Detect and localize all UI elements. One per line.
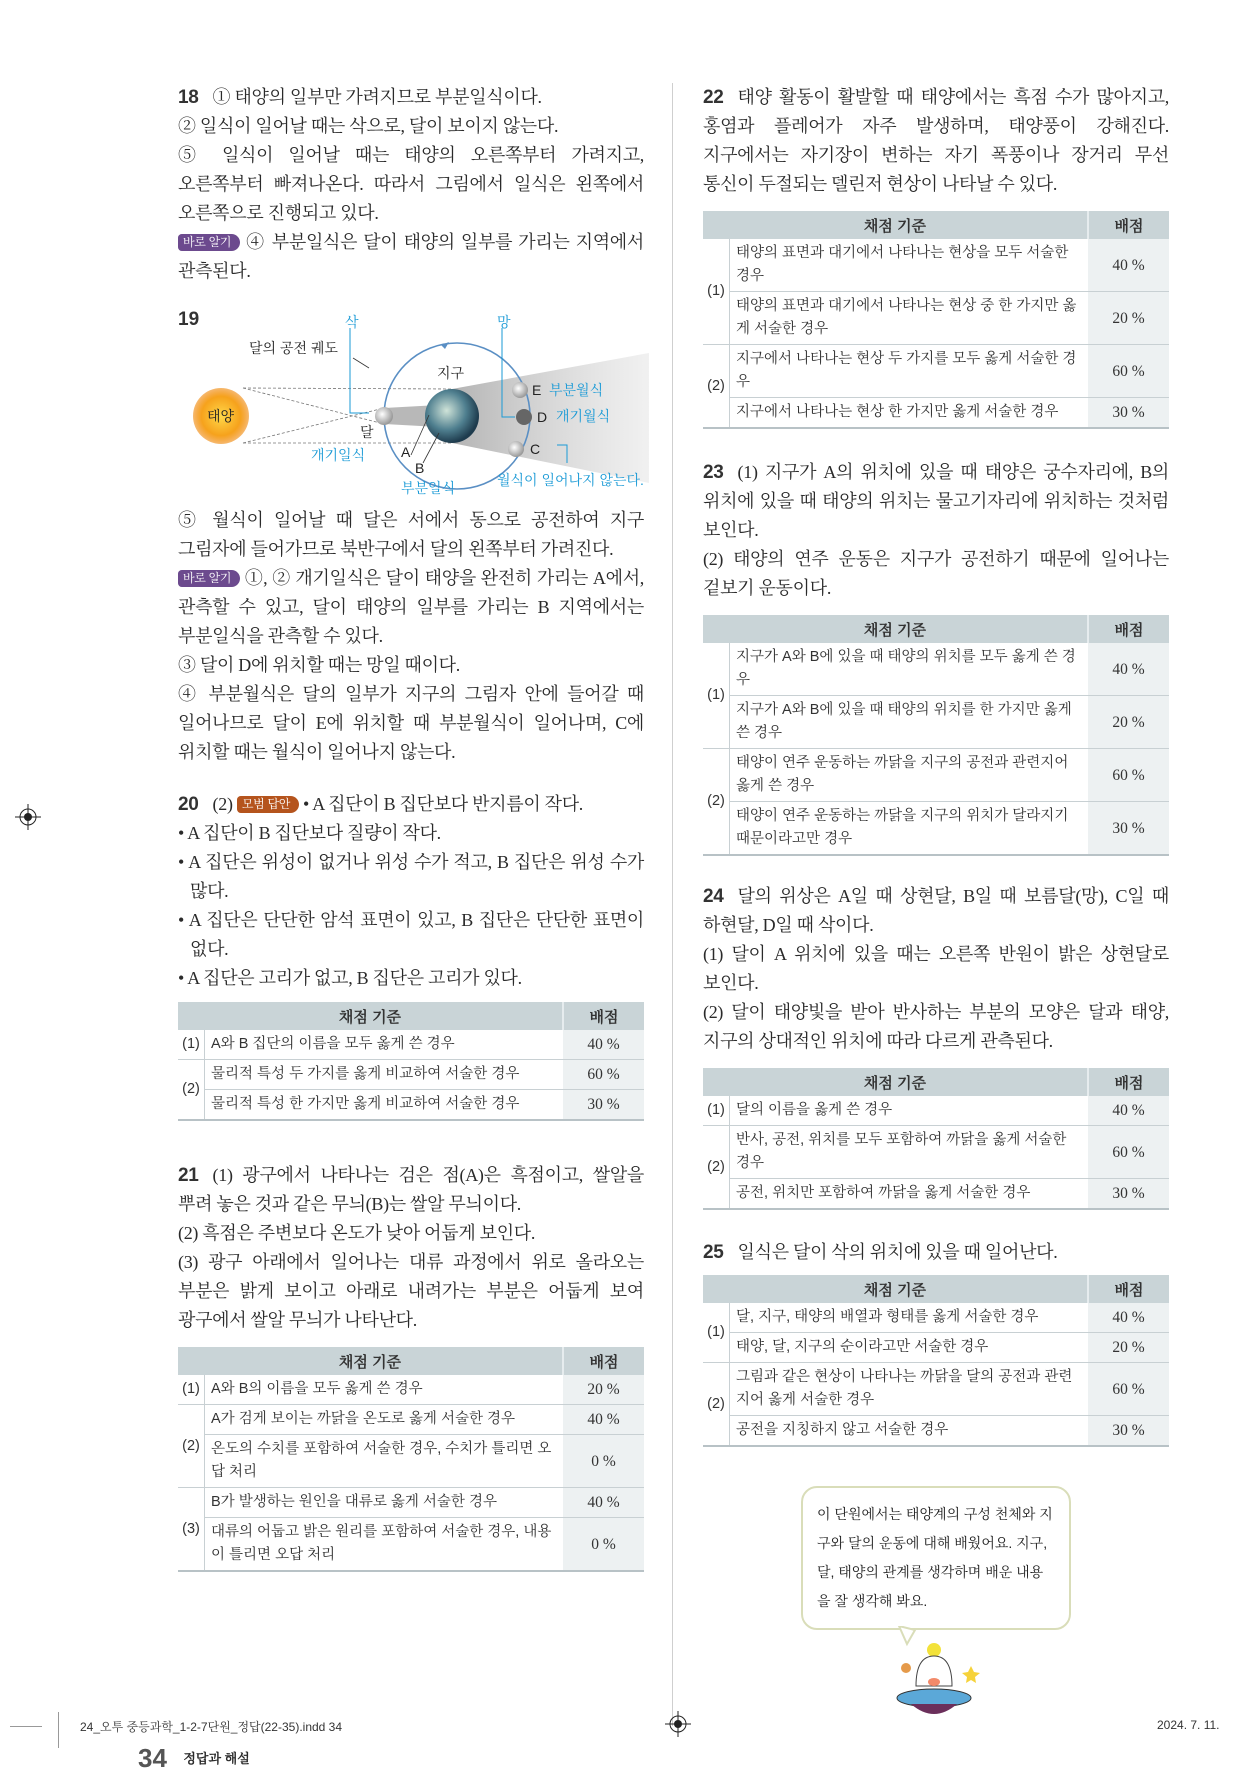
group-label: (1) <box>703 1303 730 1363</box>
scoring-table <box>703 1275 1169 1447</box>
moon-icon <box>375 407 393 425</box>
score-cell: 30 % <box>1088 802 1169 856</box>
score-cell: 60 % <box>1088 345 1169 398</box>
label-total-lunar: 개기월식 <box>556 408 611 424</box>
moon-E-icon <box>512 382 528 398</box>
q18-correction: 바로 알기 ④ 부분일식은 달이 태양의 일부를 가리는 지역에서 관측된다. <box>178 232 644 281</box>
question-25: 25 일식은 달이 삭의 위치에 있을 때 일어난다. 채점 기준 배점 (1) 달, 지구, 태양의 배열과 형태를 옳게 서술한 경우 40 % 태양, 달, 지구의 순이라고만 서술한 경우 20 % (2) 그림과 같은 현상이 나타나는 까닭을 달의 공전과 관련지어 옳게 서술한 경우 60 % 공전을 지칭하지 않고 서술한 경우 30 % <box>703 1238 1169 1447</box>
score-cell: 40 % <box>563 1488 644 1518</box>
group-label: (1) <box>703 239 730 345</box>
orbit-arrow-icon <box>441 342 449 349</box>
scoring-table-grid <box>178 1002 644 1121</box>
group-label: (1) <box>703 643 730 749</box>
criterion-cell: 반사, 공전, 위치를 모두 포함하여 까닭을 옳게 서술한 경우 <box>730 1126 1089 1179</box>
scoring-table-grid <box>178 1347 644 1572</box>
crop-mark <box>58 1712 59 1748</box>
score-cell: 40 % <box>1088 1096 1169 1126</box>
score-header: 배점 <box>563 1347 644 1375</box>
score-cell: 40 % <box>563 1405 644 1435</box>
table-row <box>703 1126 1169 1179</box>
scoring-table <box>703 615 1169 856</box>
criterion-cell: 물리적 특성 두 가지를 옳게 비교하여 서술한 경우 <box>205 1060 564 1090</box>
score-cell: 30 % <box>1088 398 1169 429</box>
criteria-header: 채점 기준 <box>178 1002 563 1030</box>
label-orbit: 달의 공전 궤도 <box>249 340 338 356</box>
table-row <box>178 1435 644 1488</box>
group-label: (2) <box>703 1126 730 1210</box>
table-row <box>703 1363 1169 1416</box>
criteria-header: 채점 기준 <box>703 211 1088 239</box>
table-row <box>703 749 1169 802</box>
group-label: (2) <box>178 1060 205 1121</box>
criterion-cell: 태양, 달, 지구의 순이라고만 서술한 경우 <box>730 1333 1089 1363</box>
registration-mark-icon <box>665 1711 691 1737</box>
table-row <box>703 292 1169 345</box>
speech-bubble: 이 단원에서는 태양계의 구성 천체와 지구와 달의 운동에 대해 배웠어요. 지구, 달, 태양의 관계를 생각하며 배운 내용을 잘 생각해 봐요. <box>801 1486 1071 1630</box>
criterion-cell: 공전, 위치만 포함하여 까닭을 옳게 서술한 경우 <box>730 1179 1089 1210</box>
table-row <box>703 1333 1169 1363</box>
q18-line: ② 일식이 일어날 때는 삭으로, 달이 보이지 않는다. <box>178 116 559 136</box>
table-row <box>703 802 1169 856</box>
criterion-cell: 온도의 수치를 포함하여 서술한 경우, 수치가 틀리면 오답 처리 <box>205 1435 564 1488</box>
question-19-figure <box>178 309 644 499</box>
label-full-moon: 망 <box>497 314 511 330</box>
score-cell: 60 % <box>1088 1126 1169 1179</box>
eclipse-diagram <box>179 313 649 498</box>
correction-badge: 바로 알기 <box>178 234 240 251</box>
file-slug: 24_오투 중등과학_1-2-7단원_정답(22-35).indd 34 <box>80 1720 343 1734</box>
group-label: (2) <box>703 749 730 856</box>
table-row <box>178 1090 644 1121</box>
criterion-cell: 태양이 연주 운동하는 까닭을 지구의 공전과 관련지어 옳게 쓴 경우 <box>730 749 1089 802</box>
moon-D-icon <box>516 409 532 425</box>
page-body <box>138 83 1169 1774</box>
score-cell: 60 % <box>563 1060 644 1090</box>
group-label: (3) <box>178 1488 205 1572</box>
page-number: 34 <box>138 1743 167 1773</box>
table-row <box>703 1416 1169 1447</box>
group-label: (2) <box>703 345 730 429</box>
scoring-table <box>703 1068 1169 1210</box>
label-partial-solar: 부분일식 <box>401 480 456 496</box>
label-E: E <box>532 382 542 398</box>
score-cell: 40 % <box>563 1030 644 1060</box>
model-answer-badge: 모범 답안 <box>237 796 299 813</box>
criteria-header: 채점 기준 <box>178 1347 563 1375</box>
score-cell: 0 % <box>563 1435 644 1488</box>
score-cell: 20 % <box>1088 1333 1169 1363</box>
score-cell: 30 % <box>563 1090 644 1121</box>
criterion-cell: 지구에서 나타나는 현상 두 가지를 모두 옳게 서술한 경우 <box>730 345 1089 398</box>
table-row <box>178 1488 644 1518</box>
criterion-cell: 달의 이름을 옳게 쓴 경우 <box>730 1096 1089 1126</box>
label-no-lunar: 월식이 일어나지 않는다. <box>497 472 644 488</box>
two-column-layout <box>178 83 1168 1726</box>
label-C: C <box>530 441 541 457</box>
scoring-table <box>703 211 1169 429</box>
label-new-moon: 삭 <box>345 314 359 330</box>
group-label: (1) <box>178 1030 205 1060</box>
scoring-table-grid <box>703 1275 1169 1447</box>
right-column <box>672 83 1169 1726</box>
ufo-mascot-icon <box>881 1626 991 1726</box>
label-moon: 달 <box>360 424 374 440</box>
score-cell: 20 % <box>1088 696 1169 749</box>
score-cell: 40 % <box>1088 1303 1169 1333</box>
earth-icon <box>425 389 479 443</box>
question-20: 20 (2) 모범 답안 • A 집단이 B 집단보다 반지름이 작다. • A 집단이 B 집단보다 질량이 작다. • A 집단은 위성이 없거나 위성 수가 적고, B 집단은 위성 수가 많다. • A 집단은 단단한 암석 표면이 있고, B 집단은 단단한 표면이 없다. • A 집단은 고리가 없고, B 집단은 고리가 있다. 채점 기준 배점 (1) A와 B 집단의 이름을 모두 옳게 쓴 경우 40 % (2) 물리적 특성 두 가지를 옳게 비교하여 서술한 경우 60 % 물리적 특성 한 가지만 옳게 비교하여 서술한 경우 30 % <box>178 790 644 1121</box>
label-partial-lunar: 부분월식 <box>549 382 604 398</box>
table-row <box>703 1096 1169 1126</box>
table-row <box>178 1375 644 1405</box>
criterion-cell: 물리적 특성 한 가지만 옳게 비교하여 서술한 경우 <box>205 1090 564 1121</box>
label-A: A <box>401 444 411 460</box>
table-row <box>703 1179 1169 1210</box>
label-total-solar: 개기일식 <box>311 447 366 463</box>
scoring-table <box>178 1002 644 1121</box>
group-label: (1) <box>178 1375 205 1405</box>
score-cell: 40 % <box>1088 643 1169 696</box>
label-D: D <box>537 409 548 425</box>
criterion-cell: 태양이 연주 운동하는 까닭을 지구의 위치가 달라지기 때문이라고만 경우 <box>730 802 1089 856</box>
group-label: (2) <box>703 1363 730 1447</box>
label-B: B <box>415 460 425 476</box>
question-21: 21 (1) 광구에서 나타나는 검은 점(A)은 흑점이고, 쌀알을 뿌려 놓은 것과 같은 무늬(B)는 쌀알 무늬이다. (2) 흑점은 주변보다 온도가 낮아 어둡게 보인다. (3) 광구 아래에서 일어나는 대류 과정에서 위로 올라오는 부분은 밝게 보이고 아래로 내려가는 부분은 어둡게 보여 광구에서 쌀알 무늬가 나타난다. 채점 기준 배점 (1) A와 B의 이름을 모두 옳게 쓴 경우 20 % (2) A가 검게 보이는 까닭을 온도로 옳게 서술한 경우 40 % 온도의 수치를 포함하여 서술한 경우, 수치가 틀리면 오답 처리 0 % (3) B가 발생하는 원인을 대류로 옳게 서술한 경우 40 % 대류의 어둡고 밝은 원리를 포함하여 서술한 경우, 내용이 틀리면 오답 처리 0 % <box>178 1161 644 1572</box>
table-row <box>703 345 1169 398</box>
print-date: 2024. 7. 11. <box>1157 1718 1220 1732</box>
q18-line: 18 ① 태양의 일부만 가려지므로 부분일식이다. <box>178 87 542 108</box>
scoring-table-grid <box>703 211 1169 429</box>
criterion-cell: A와 B 집단의 이름을 모두 옳게 쓴 경우 <box>205 1030 564 1060</box>
question-18 <box>178 83 644 286</box>
score-cell: 20 % <box>563 1375 644 1405</box>
crop-mark <box>10 1726 42 1727</box>
group-label: (2) <box>178 1405 205 1488</box>
correction-badge: 바로 알기 <box>178 570 240 587</box>
criterion-cell: 달, 지구, 태양의 배열과 형태를 옳게 서술한 경우 <box>730 1303 1089 1333</box>
score-header: 배점 <box>563 1002 644 1030</box>
criterion-cell: 공전을 지칭하지 않고 서술한 경우 <box>730 1416 1089 1447</box>
scoring-table-grid <box>703 615 1169 856</box>
question-19: ⑤ 월식이 일어날 때 달은 서에서 동으로 공전하여 지구 그림자에 들어가므로 북반구에서 달의 왼쪽부터 가려진다. 바로 알기 ①, ② 개기일식은 달이 태양을 완전히 가리는 A에서, 관측할 수 있고, 달이 태양의 일부를 가리는 B 지역에서는 부분일식을 관측할 수 있다. ③ 달이 D에 위치할 때는 망일 때이다. ④ 부분월식은 달의 일부가 지구의 그림자 안에 들어갈 때 일어나므로 달이 E에 위치할 때 부분월식이 일어나며, C에 위치할 때는 월식이 일어나지 않는다. <box>178 510 644 762</box>
table-row <box>703 239 1169 292</box>
question-22: 22 태양 활동이 활발할 때 태양에서는 흑점 수가 많아지고, 홍염과 플레어가 자주 발생하며, 태양풍이 강해진다. 지구에서는 자기장이 변하는 자기 폭풍이나 장거리 무선 통신이 두절되는 델린저 현상이 나타날 수 있다. 채점 기준 배점 (1) 태양의 표면과 대기에서 나타나는 현상을 모두 서술한 경우 40 % 태양의 표면과 대기에서 나타나는 현상 중 한 가지만 옳게 서술한 경우 20 % (2) 지구에서 나타나는 현상 두 가지를 모두 옳게 서술한 경우 60 % 지구에서 나타나는 현상 한 가지만 옳게 서술한 경우 30 % <box>703 83 1169 429</box>
page-footer <box>138 1743 1168 1774</box>
table-row <box>703 1303 1169 1333</box>
left-column <box>178 83 644 1572</box>
criterion-cell: A와 B의 이름을 모두 옳게 쓴 경우 <box>205 1375 564 1405</box>
score-header: 배점 <box>1088 211 1169 239</box>
question-23: 23 (1) 지구가 A의 위치에 있을 때 태양은 궁수자리에, B의 위치에 있을 때 태양의 위치는 물고기자리에 위치하는 것처럼 보인다. (2) 태양의 연주 운동은 지구가 공전하기 때문에 일어나는 겉보기 운동이다. 채점 기준 배점 (1) 지구가 A와 B에 있을 때 태양의 위치를 모두 옳게 쓴 경우 40 % 지구가 A와 B에 있을 때 태양의 위치를 한 가지만 옳게 쓴 경우 20 % (2) 태양이 연주 운동하는 까닭을 지구의 공전과 관련지어 옳게 쓴 경우 60 % 태양이 연주 운동하는 까닭을 지구의 위치가 달라지기 때문이라고만 경우 30 % <box>703 458 1169 856</box>
score-cell: 60 % <box>1088 749 1169 802</box>
table-row <box>703 643 1169 696</box>
score-cell: 0 % <box>563 1518 644 1572</box>
registration-mark-icon <box>15 804 41 830</box>
question-number: 19 <box>178 309 200 330</box>
question-number: 18 <box>178 87 199 108</box>
criterion-cell: 태양의 표면과 대기에서 나타나는 현상 중 한 가지만 옳게 서술한 경우 <box>730 292 1089 345</box>
label-sun: 태양 <box>207 408 235 424</box>
criterion-cell: 태양의 표면과 대기에서 나타나는 현상을 모두 서술한 경우 <box>730 239 1089 292</box>
score-cell: 30 % <box>1088 1179 1169 1210</box>
criteria-header: 채점 기준 <box>703 1275 1088 1303</box>
group-label: (1) <box>703 1096 730 1126</box>
criterion-cell: B가 발생하는 원인을 대류로 옳게 서술한 경우 <box>205 1488 564 1518</box>
score-cell: 60 % <box>1088 1363 1169 1416</box>
table-row <box>178 1030 644 1060</box>
score-cell: 40 % <box>1088 239 1169 292</box>
table-row <box>703 696 1169 749</box>
criterion-cell: 대류의 어둡고 밝은 원리를 포함하여 서술한 경우, 내용이 틀리면 오답 처리 <box>205 1518 564 1572</box>
table-row <box>703 398 1169 429</box>
score-cell: 30 % <box>1088 1416 1169 1447</box>
label-earth: 지구 <box>437 365 465 381</box>
table-row <box>178 1518 644 1572</box>
score-cell: 20 % <box>1088 292 1169 345</box>
criteria-header: 채점 기준 <box>703 615 1088 643</box>
q18-line: ⑤ 일식이 일어날 때는 태양의 오른쪽부터 가려지고, 오른쪽부터 빠져나온다. 따라서 그림에서 일식은 왼쪽에서 오른쪽으로 진행되고 있다. <box>178 145 644 223</box>
score-header: 배점 <box>1088 1068 1169 1096</box>
scoring-table-grid <box>703 1068 1169 1210</box>
score-header: 배점 <box>1088 615 1169 643</box>
scoring-table <box>178 1347 644 1572</box>
score-header: 배점 <box>1088 1275 1169 1303</box>
table-row <box>178 1405 644 1435</box>
criterion-cell: 지구에서 나타나는 현상 한 가지만 옳게 서술한 경우 <box>730 398 1089 429</box>
criteria-header: 채점 기준 <box>703 1068 1088 1096</box>
criterion-cell: A가 검게 보이는 까닭을 온도로 옳게 서술한 경우 <box>205 1405 564 1435</box>
question-24: 24 달의 위상은 A일 때 상현달, B일 때 보름달(망), C일 때 하현달, D일 때 삭이다. (1) 달이 A 위치에 있을 때는 오른쪽 반원이 밝은 상현달로 보인다. (2) 달이 태양빛을 받아 반사하는 부분의 모양은 달과 태양, 지구의 상대적인 위치에 따라 다르게 관측된다. 채점 기준 배점 (1) 달의 이름을 옳게 쓴 경우 40 % (2) 반사, 공전, 위치를 모두 포함하여 까닭을 옳게 서술한 경우 60 % 공전, 위치만 포함하여 까닭을 옳게 서술한 경우 30 % <box>703 882 1169 1210</box>
criterion-cell: 그림과 같은 현상이 나타나는 까닭을 달의 공전과 관련지어 옳게 서술한 경우 <box>730 1363 1089 1416</box>
moon-C-icon <box>508 441 524 457</box>
section-title: 정답과 해설 <box>183 1751 250 1766</box>
criterion-cell: 지구가 A와 B에 있을 때 태양의 위치를 모두 옳게 쓴 경우 <box>730 643 1089 696</box>
earth-shadow <box>452 353 649 483</box>
table-row <box>178 1060 644 1090</box>
criterion-cell: 지구가 A와 B에 있을 때 태양의 위치를 한 가지만 옳게 쓴 경우 <box>730 696 1089 749</box>
